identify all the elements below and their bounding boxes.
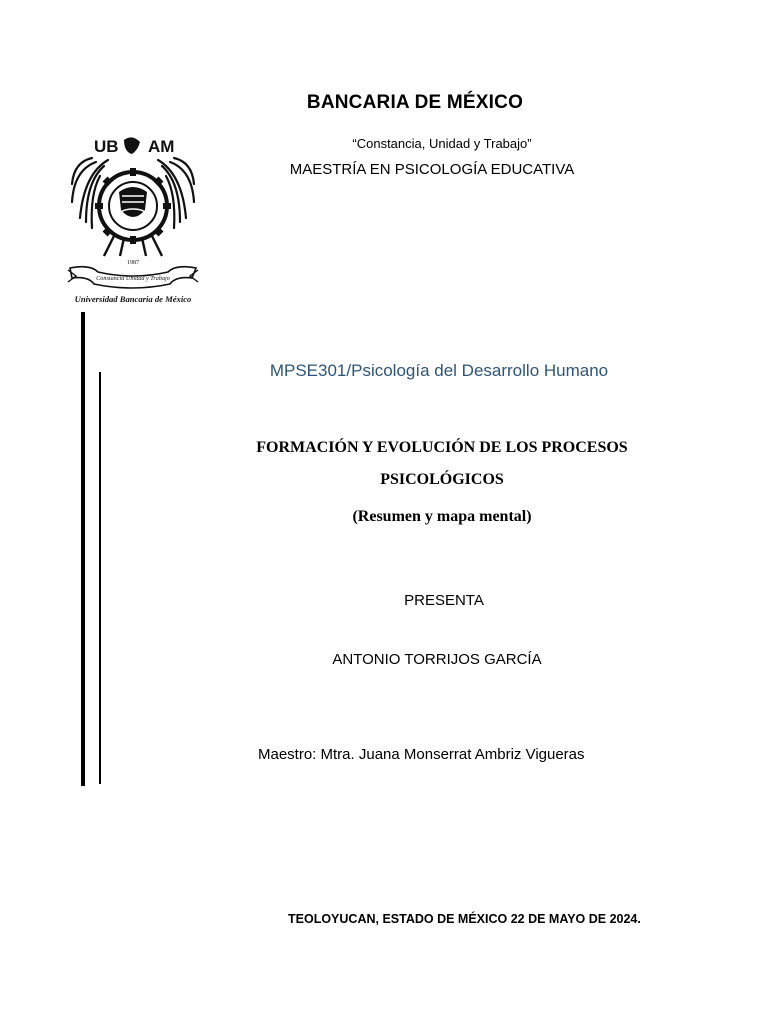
presenter-label: PRESENTA [404,592,484,609]
place-and-date: TEOLOYUCAN, ESTADO DE MÉXICO 22 DE MAYO DE 2024. [288,912,641,926]
teacher-name: Maestro: Mtra. Juana Monserrat Ambriz Vigueras [258,746,585,763]
program-name: MAESTRÍA EN PSICOLOGÍA EDUCATIVA [289,161,575,178]
logo-ribbon-text: Constancia Unidad y Trabajo [96,275,170,282]
presenter-name: ANTONIO TORRIJOS GARCÍA [332,651,542,668]
work-title: FORMACIÓN Y EVOLUCIÓN DE LOS PROCESOS PSICOLÓGICOS [256,439,628,488]
institution-name: BANCARIA DE MÉXICO [306,92,524,113]
work-subtitle: (Resumen y mapa mental) [352,508,532,525]
course-name: MPSE301/Psicología del Desarrollo Humano [269,361,609,380]
institution-motto: “Constancia, Unidad y Trabajo” [352,136,532,151]
logo-caption: Universidad Bancaria de México [74,294,192,304]
vertical-rule-thick [81,312,85,786]
vertical-rule-thin [99,372,101,784]
logo-year: 1987 [127,260,139,266]
logo-acronym-right: AM [148,137,175,156]
university-logo [64,132,202,310]
logo-acronym-left: UB [94,137,119,156]
university-seal-icon [64,132,202,310]
